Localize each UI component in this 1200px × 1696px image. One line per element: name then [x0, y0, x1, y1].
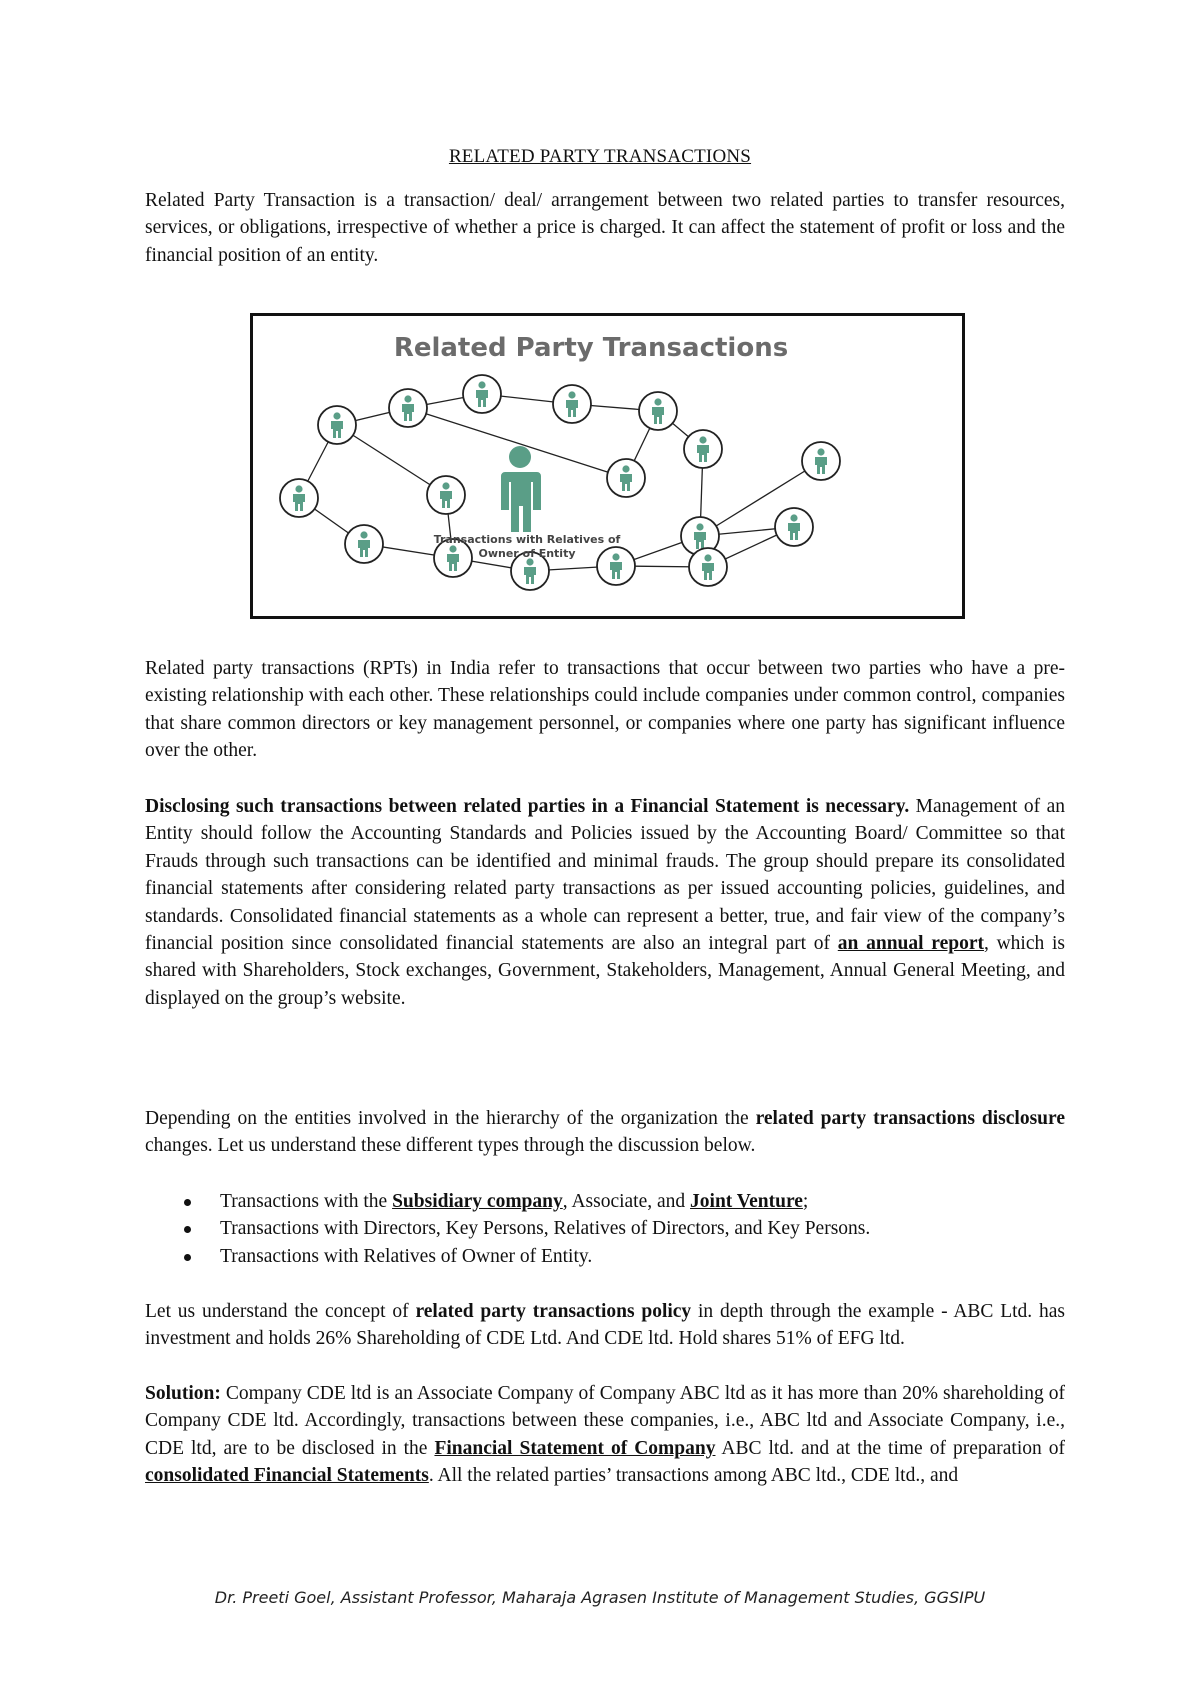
financial-statement-link[interactable]: Financial Statement of Company [434, 1437, 716, 1459]
person-node-icon [318, 406, 356, 444]
figure-caption-line-2: Owner of Entity [478, 547, 576, 560]
figure-heading: Related Party Transactions [393, 333, 789, 363]
person-node-icon [427, 476, 465, 514]
solution-text-b: ABC ltd. and at the time of preparation of [715, 1437, 1065, 1459]
person-node-icon [280, 479, 318, 517]
page-title: RELATED PARTY TRANSACTIONS [448, 146, 752, 167]
person-node-icon [775, 508, 813, 546]
central-person-icon [501, 446, 541, 532]
network-diagram [253, 316, 962, 616]
example-bold: related party transactions policy [415, 1301, 692, 1322]
depending-text-a: Depending on the entities involved in the hierarchy of the organization the [145, 1108, 756, 1129]
example-text-a: Let us understand the concept of [145, 1301, 416, 1322]
page-footer: Dr. Preeti Goel, Assistant Professor, Maharaja Agrasen Institute of Management Studies, GGSIPU [214, 1588, 986, 1607]
person-node-icon [607, 459, 645, 497]
bullet-1-text-b: , Associate, and [562, 1191, 691, 1212]
disclosure-paragraph [145, 793, 1065, 1012]
person-node-icon [597, 547, 635, 585]
list-item: Transactions with Directors, Key Persons, Relatives of Directors, and Key Persons. [170, 1215, 1070, 1242]
bullet-1-text-a: Transactions with the [220, 1191, 393, 1212]
subsidiary-company-link[interactable]: Subsidiary company [392, 1191, 563, 1212]
person-node-icon [553, 385, 591, 423]
person-node-icon [684, 430, 722, 468]
depending-text-b: changes. Let us understand these different types through the discussion below. [145, 1135, 756, 1157]
solution-paragraph [145, 1380, 1065, 1490]
list-item [170, 1188, 1070, 1215]
consolidated-statements-link[interactable]: consolidated Financial Statements [145, 1465, 429, 1487]
person-node-icon [389, 389, 427, 427]
depending-bold: related party transactions disclosure [755, 1108, 1065, 1129]
depending-paragraph [145, 1105, 1065, 1160]
annual-report-link[interactable]: an annual report [837, 933, 984, 955]
person-node-icon [345, 525, 383, 563]
person-node-icon [463, 375, 501, 413]
joint-venture-link[interactable]: Joint Venture [690, 1191, 803, 1212]
solution-text-a: Company CDE ltd is an Associate Company of Company ABC ltd as it has more than 20% shareholding of Company CDE ltd. Accordingly, transactions between these companies, i.e., ABC ltd and Associate Company, i.e., CDE ltd, are to be disclosed in the [145, 1383, 1065, 1459]
list-item: Transactions with Relatives of Owner of Entity. [170, 1243, 1070, 1270]
example-text-b: in depth through the example - ABC Ltd. has investment and holds 26% Shareholding of CDE Ltd. And CDE ltd. Hold shares 51% of EFG ltd. [145, 1301, 1065, 1350]
person-node-icon [802, 442, 840, 480]
rpt-network-figure [250, 313, 965, 619]
person-node-icon [639, 392, 677, 430]
solution-label: Solution: [145, 1383, 221, 1404]
solution-text-c: . All the related parties’ transactions among ABC ltd., CDE ltd., and [428, 1465, 959, 1487]
figure-caption-line-1: Transactions with Relatives of [433, 533, 621, 546]
disclosure-text-b: , which is shared with Shareholders, Stock exchanges, Government, Stakeholders, Management, Annual General Meeting, and displayed on the group’s website. [145, 933, 1065, 1009]
disclosure-lead: Disclosing such transactions between related parties in a Financial Statement is necessary. [145, 796, 910, 817]
transaction-types-list [170, 1188, 1070, 1270]
bullet-1-text-c: ; [802, 1191, 809, 1212]
person-node-icon [689, 548, 727, 586]
example-paragraph [145, 1298, 1065, 1353]
rpt-paragraph: Related party transactions (RPTs) in India refer to transactions that occur between two parties who have a pre-existing relationship with each other. These relationships could include companies under common control, companies that share common directors or key management personnel, or companies where one party has significant influence over the other. [145, 658, 1065, 762]
intro-paragraph: Related Party Transaction is a transaction/ deal/ arrangement between two related parties to transfer resources, services, or obligations, irrespective of whether a price is charged. It can affect the statement of profit or loss and the financial position of an entity. [145, 190, 1065, 266]
disclosure-text-a: Management of an Entity should follow the Accounting Standards and Policies issued by the Accounting Board/ Committee so that Frauds through such transactions can be identified and minimal frauds. The group should prepare its consolidated financial statements after considering related party transactions as per issued accounting policies, guidelines, and standards. Consolidated financial statements as a whole can represent a better, true, and fair view of the company’s financial position since consolidated financial statements are also an integral part of [145, 796, 1065, 955]
